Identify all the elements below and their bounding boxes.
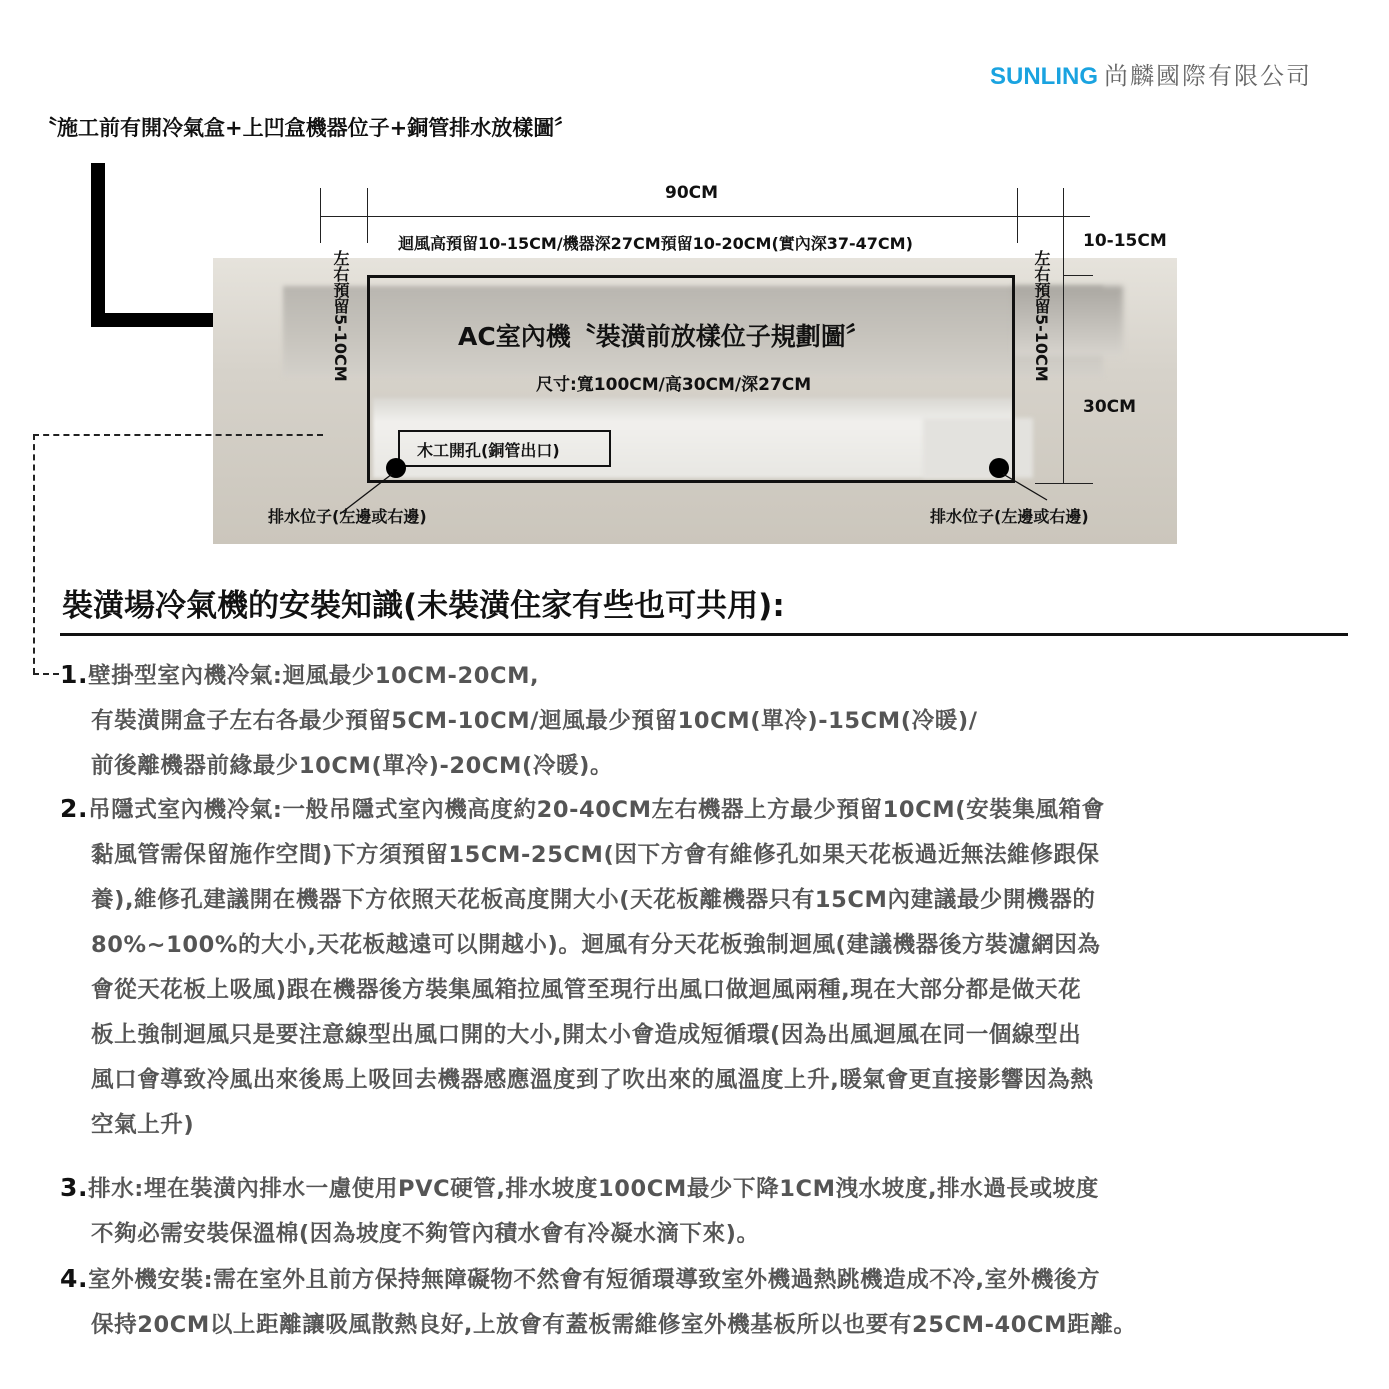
dashed-connector-bottom: [33, 673, 59, 675]
diagram-caption: 〝施工前有開冷氣盒+上凹盒機器位子+銅管排水放樣圖〞: [36, 116, 576, 140]
dashed-connector-vertical: [33, 434, 35, 674]
side-reserve-right-label: 左右預留5-10CM: [1032, 250, 1051, 382]
item-line: 板上強制迴風只是要注意線型出風口開的大小,開太小會造成短循環(因為出風迴風在同一個線型出: [91, 1022, 1082, 1048]
drain-left-label: 排水位子(左邊或右邊): [268, 507, 427, 526]
item-line: 養),維修孔建議開在機器下方依照天花板高度開大小(天花板離機器只有15CM內建議最少開機器的: [91, 887, 1096, 913]
item-number: 1.: [60, 660, 89, 689]
knowledge-item-1: [60, 652, 1350, 789]
item-number: 4.: [60, 1264, 89, 1293]
item-number: 2.: [60, 794, 89, 823]
item-line: 黏風管需保留施作空間)下方須預留15CM-25CM(因下方會有維修孔如果天花板過近無法維修跟保: [91, 842, 1100, 868]
side-reserve-left-label: 左右預留5-10CM: [331, 250, 350, 382]
section-title: 裝潢場冷氣機的安裝知識(未裝潢住家有些也可共用):: [62, 588, 785, 624]
item-line: 有裝潢開盒子左右各最少預留5CM-10CM/迴風最少預留10CM(單冷)-15CM(冷暖)/: [91, 708, 978, 734]
section-divider: [60, 633, 1348, 636]
dimension-width-label: 90CM: [665, 183, 719, 203]
item-line: 2.吊隱式室內機冷氣:一般吊隱式室內機高度約20-40CM左右機器上方最少預留10CM(安裝集風箱會: [60, 794, 1105, 823]
wood-hole-label: 木工開孔(銅管出口): [417, 441, 560, 460]
item-line: 不夠必需安裝保溫棉(因為坡度不夠管內積水會有冷凝水滴下來)。: [91, 1221, 760, 1247]
item-line: 風口會導致冷風出來後馬上吸回去機器感應溫度到了吹出來的風溫度上升,暖氣會更直接影響因為熱: [91, 1067, 1094, 1093]
brand-logo: [990, 56, 1312, 91]
dimension-top-note: 迴風高預留10-15CM/機器深27CM預留10-20CM(實內深37-47CM): [398, 234, 913, 253]
knowledge-item-3: [60, 1165, 1350, 1257]
dimension-height-label: 30CM: [1083, 397, 1137, 417]
item-number: 3.: [60, 1173, 89, 1202]
brand-name-en: SUNLING: [990, 63, 1098, 90]
item-line: 1.壁掛型室內機冷氣:迴風最少10CM-20CM,: [60, 660, 540, 689]
item-line: 保持20CM以上距離讓吸風散熱良好,上放會有蓋板需維修室外機基板所以也要有25CM-40CM距離。: [91, 1312, 1137, 1338]
dim-tick-height-top: [1063, 275, 1093, 276]
knowledge-item-4: [60, 1256, 1350, 1348]
dim-tick-right-outer: [1063, 188, 1064, 483]
brand-name-zh: 尚麟國際有限公司: [1104, 62, 1312, 90]
dim-line-width: [320, 216, 1090, 217]
item-line: 會從天花板上吸風)跟在機器後方裝集風箱拉風管至現行出風口做迴風兩種,現在大部分都是做天花: [91, 977, 1082, 1003]
drain-right-label: 排水位子(左邊或右邊): [930, 507, 1089, 526]
planning-size: 尺寸:寬100CM/高30CM/深27CM: [536, 375, 812, 395]
item-line: 3.排水:埋在裝潢內排水一慮使用PVC硬管,排水坡度100CM最少下降1CM洩水坡度,排水過長或坡度: [60, 1173, 1099, 1202]
item-line: 4.室外機安裝:需在室外且前方保持無障礙物不然會有短循環導致室外機過熱跳機造成不冷,室外機後方: [60, 1264, 1101, 1293]
item-line: 80%~100%的大小,天花板越遠可以開越小)。迴風有分天花板強制迴風(建議機器後方裝濾網因為: [91, 932, 1101, 958]
dimension-return-air-label: 10-15CM: [1083, 231, 1167, 251]
dashed-connector-top: [33, 434, 323, 436]
pointer-arrow-shaft-vertical: [91, 163, 105, 327]
item-line: 前後離機器前緣最少10CM(單冷)-20CM(冷暖)。: [91, 753, 614, 779]
planning-title: AC室內機〝裝潢前放樣位子規劃圖〞: [458, 322, 871, 351]
knowledge-item-2: [60, 786, 1350, 1148]
item-line: 空氣上升): [91, 1112, 195, 1138]
